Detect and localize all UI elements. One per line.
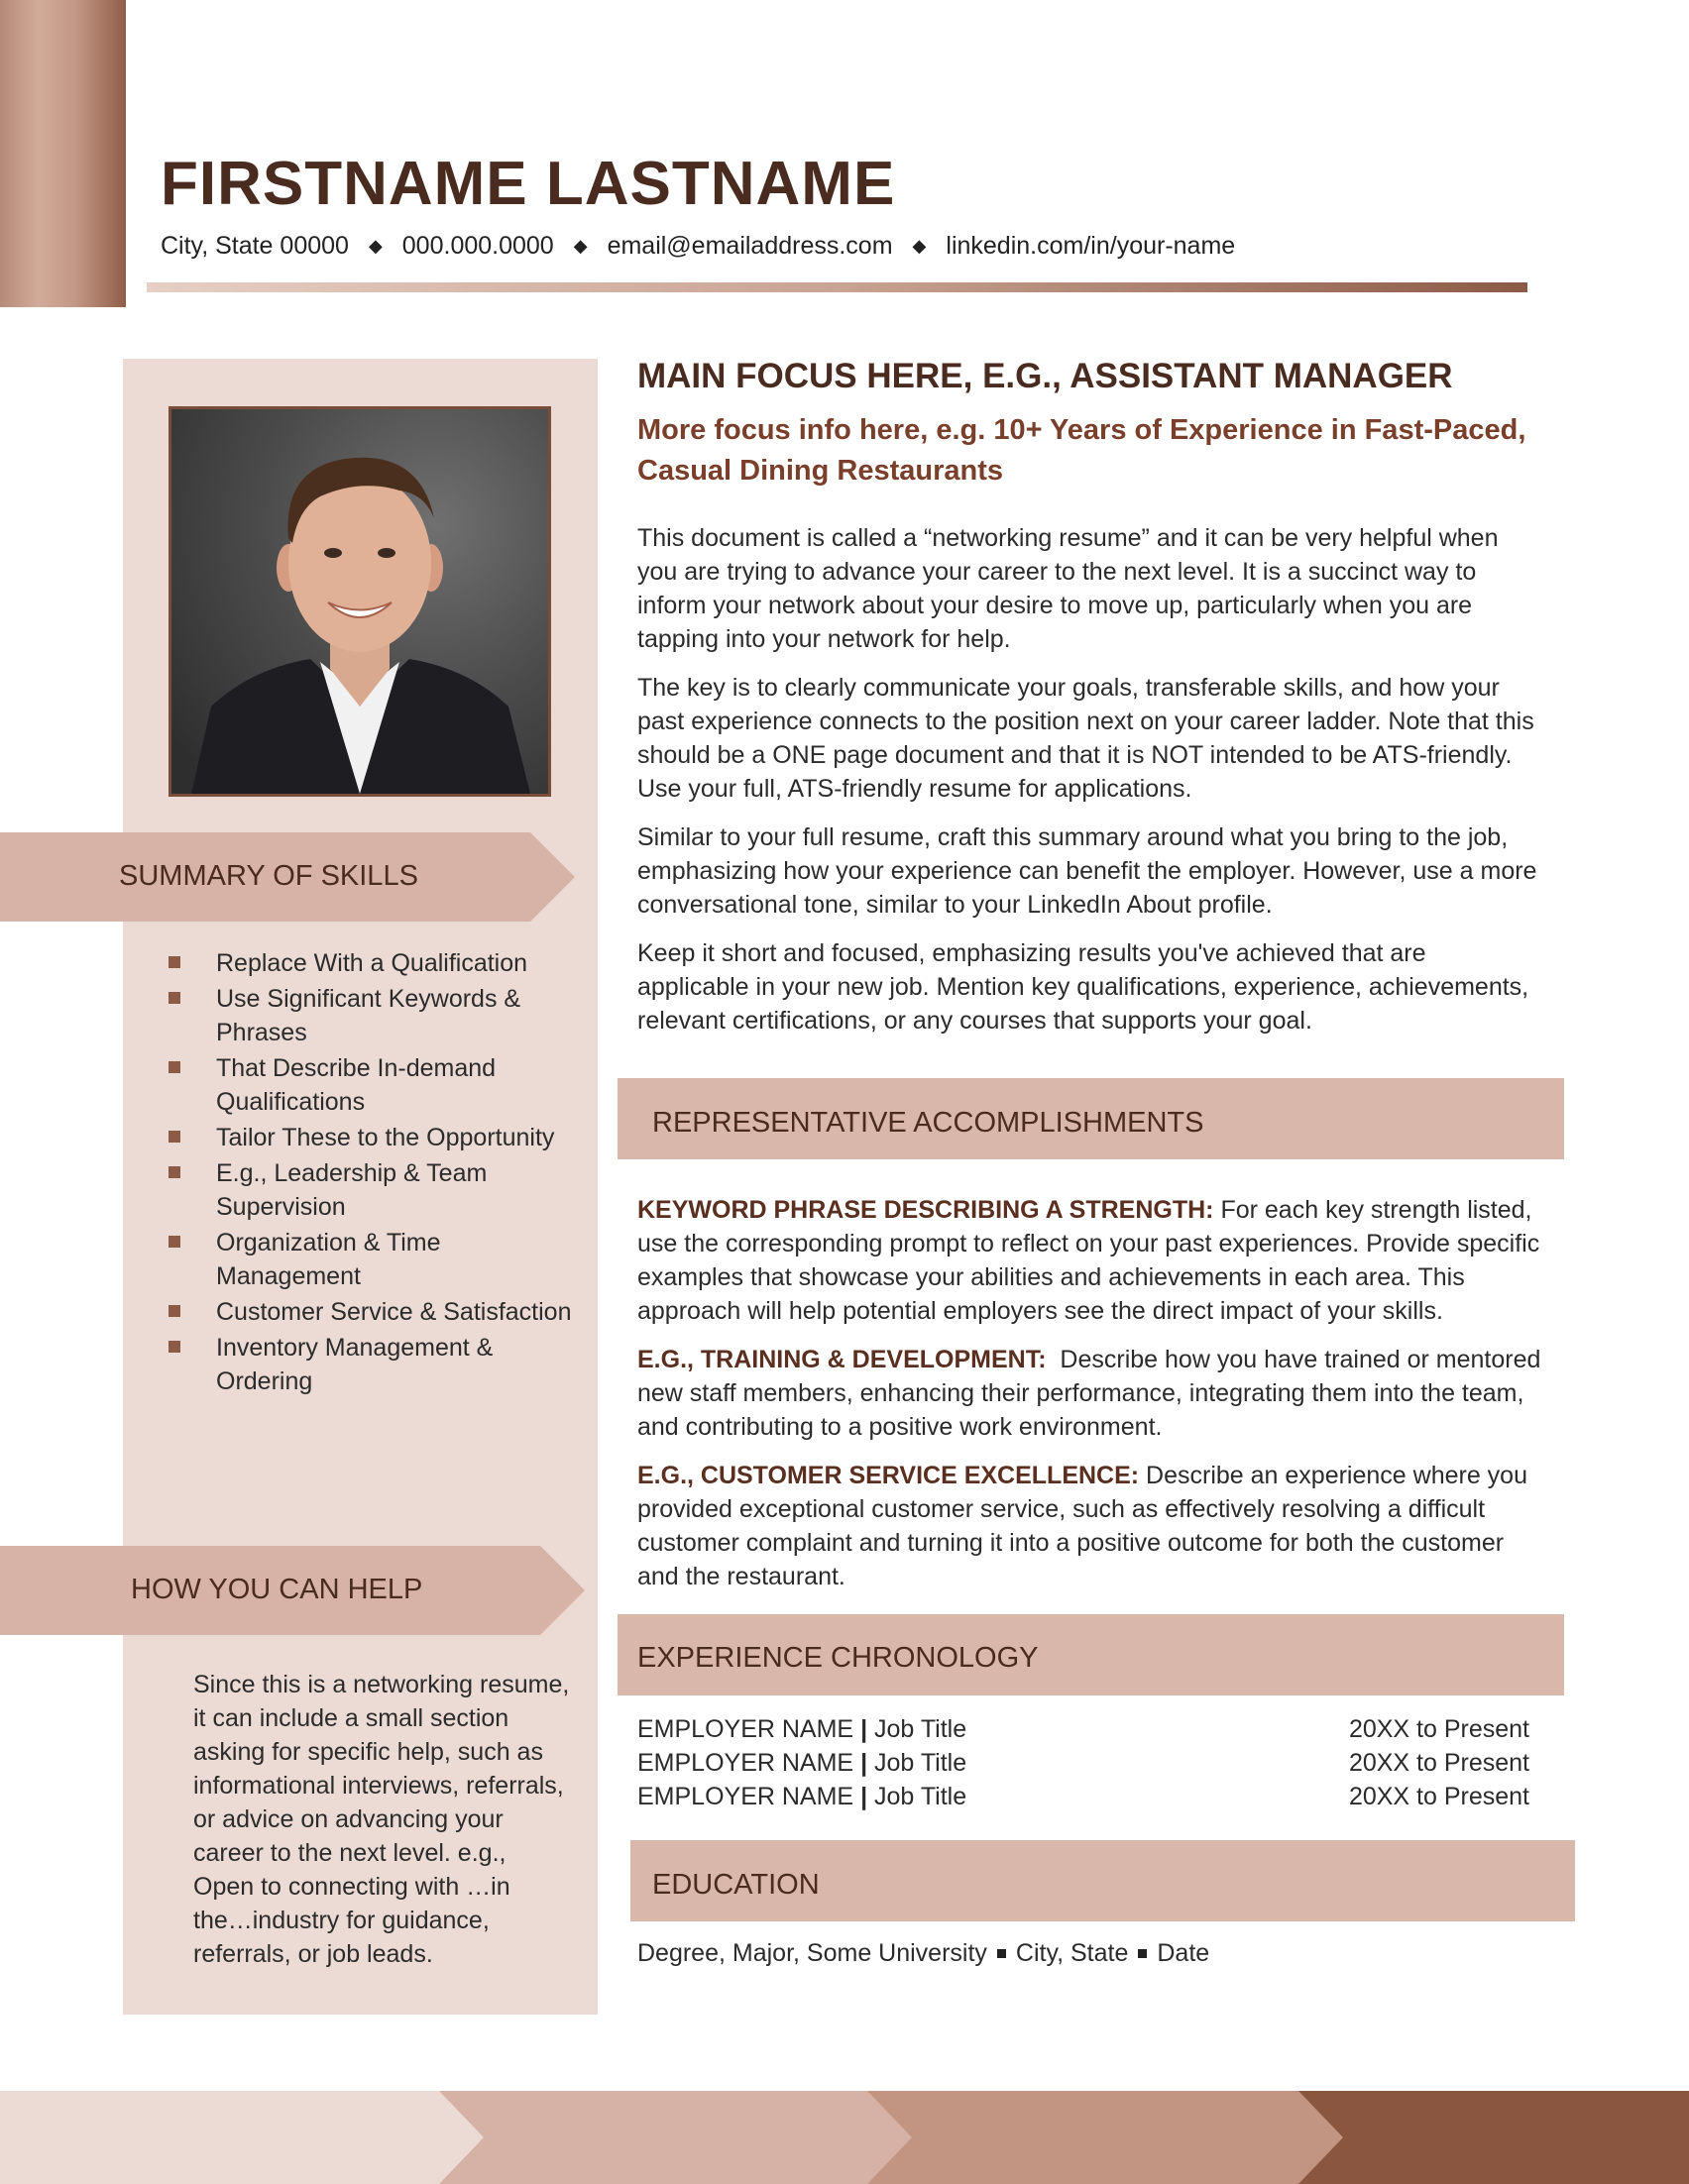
skills-title: SUMMARY OF SKILLS — [119, 860, 418, 892]
skill-text: Customer Service & Satisfaction — [216, 1298, 572, 1326]
accomplishment-item — [637, 1343, 1549, 1444]
square-bullet-icon — [1138, 1949, 1147, 1958]
skill-text: Replace With a Qualification — [216, 949, 528, 977]
contact-line — [161, 232, 1235, 261]
education-line — [637, 1939, 1209, 1968]
help-title: HOW YOU CAN HELP — [131, 1574, 423, 1605]
person-portrait-icon — [171, 409, 548, 794]
square-bullet-icon — [169, 1131, 180, 1143]
square-bullet-icon — [169, 1305, 180, 1317]
education-title: EDUCATION — [652, 1869, 820, 1901]
job-title: Job Title — [874, 1749, 967, 1777]
footer-chevron-1 — [0, 2091, 484, 2184]
diamond-separator-icon: ◆ — [573, 236, 588, 256]
table-row — [637, 1780, 1529, 1813]
education-location: City, State — [1015, 1939, 1129, 1967]
square-bullet-icon — [169, 1236, 180, 1248]
list-item — [169, 1295, 575, 1329]
square-bullet-icon — [169, 1341, 180, 1353]
accomplishment-keyword: KEYWORD PHRASE DESCRIBING A STRENGTH: — [637, 1196, 1214, 1224]
education-degree: Degree, Major, Some University — [637, 1939, 987, 1967]
accomplishment-text: Describe how you have trained or mentored new staff members, enhancing their performance, integrating them into the team, and contributing to a positive work environment. — [637, 1346, 1548, 1441]
summary-paragraph: Keep it short and focused, emphasizing results you've achieved that are applicable in your new job. Mention key qualifications, experience, achievements, relevant certifications, or any courses that supports your goal. — [637, 939, 1529, 1035]
employer-name: EMPLOYER NAME — [637, 1783, 854, 1810]
accomplishment-text: Describe an experience where you provided exceptional customer service, such as effectively resolving a difficult customer complaint and turning it into a positive outcome for both the customer and the restaurant. — [637, 1462, 1527, 1590]
contact-linkedin[interactable]: linkedin.com/in/your-name — [946, 232, 1236, 260]
accomplishment-keyword: E.G., CUSTOMER SERVICE EXCELLENCE: — [637, 1462, 1140, 1489]
list-item — [169, 1156, 575, 1224]
employer-name: EMPLOYER NAME — [637, 1749, 854, 1777]
accomplishment-item — [637, 1193, 1549, 1328]
employer-cell — [637, 1746, 966, 1780]
summary-paragraph: The key is to clearly communicate your goals, transferable skills, and how your past experience connects to the position next on your career ladder. Note that this should be a ONE page document and that it is NOT intended to be ATS-friendly. Use your full, ATS-friendly resume for applications. — [637, 674, 1534, 803]
skill-text: E.g., Leadership & Team Supervision — [216, 1159, 488, 1221]
header-accent-bar — [0, 0, 126, 307]
contact-phone: 000.000.0000 — [401, 232, 554, 260]
job-title: Job Title — [874, 1715, 967, 1743]
list-item — [169, 1331, 575, 1398]
list-item — [169, 1051, 575, 1119]
employer-cell — [637, 1780, 966, 1813]
contact-location: City, State 00000 — [161, 232, 349, 260]
job-dates: 20XX to Present — [1348, 1783, 1529, 1810]
help-text: Since this is a networking resume, it can include a small section asking for specific help, such as informational interviews, referrals, or advice on advancing your career to the next level. e.g., Open to connecting with …in the…industry for guidance, referrals, or job leads. — [193, 1671, 570, 1968]
job-title: Job Title — [874, 1783, 967, 1810]
pipe-separator: | — [860, 1749, 868, 1777]
summary-paragraphs — [637, 521, 1539, 1052]
summary-paragraph: Similar to your full resume, craft this summary around what you bring to the job, emphasizing how your experience can benefit the employer. However, use a more conversational tone, similar to your LinkedIn About profile. — [637, 823, 1537, 919]
candidate-name: FIRSTNAME LASTNAME — [161, 150, 896, 218]
diamond-separator-icon: ◆ — [912, 236, 927, 256]
accomplishment-item — [637, 1459, 1549, 1593]
square-bullet-icon — [169, 1061, 180, 1073]
job-dates: 20XX to Present — [1348, 1715, 1529, 1743]
square-bullet-icon — [169, 992, 180, 1004]
employer-cell — [637, 1712, 966, 1746]
accomplishment-text: For each key strength listed, use the corresponding prompt to reflect on your past experiences. Provide specific examples that showcase your abilities and achievements in each area. This approach will help potential employers see the direct impact of your skills. — [637, 1196, 1540, 1325]
experience-title: EXPERIENCE CHRONOLOGY — [637, 1642, 1039, 1674]
contact-email[interactable]: email@emailaddress.com — [607, 232, 893, 260]
education-date: Date — [1157, 1939, 1210, 1967]
square-bullet-icon — [997, 1949, 1006, 1958]
accomplishments-title: REPRESENTATIVE ACCOMPLISHMENTS — [652, 1107, 1204, 1139]
square-bullet-icon — [169, 956, 180, 968]
list-item — [169, 1226, 575, 1293]
profile-photo — [169, 406, 551, 797]
list-item — [169, 946, 575, 980]
list-item — [169, 982, 575, 1049]
main-focus-subtitle: More focus info here, e.g. 10+ Years of Experience in Fast-Paced, Casual Dining Restaurants — [637, 414, 1526, 487]
list-item — [169, 1121, 575, 1154]
summary-paragraph: This document is called a “networking resume” and it can be very helpful when you are trying to advance your career to the next level. It is a succinct way to inform your network about your desire to move up, particularly when you are tapping into your network for help. — [637, 524, 1499, 653]
table-row — [637, 1746, 1529, 1780]
job-dates: 20XX to Present — [1348, 1749, 1529, 1777]
skill-text: Inventory Management & Ordering — [216, 1334, 494, 1395]
accomplishments-list — [637, 1193, 1549, 1608]
skill-text: That Describe In-demand Qualifications — [216, 1054, 497, 1116]
pipe-separator: | — [860, 1783, 868, 1810]
table-row — [637, 1712, 1529, 1746]
main-focus-title: MAIN FOCUS HERE, E.G., ASSISTANT MANAGER — [637, 357, 1453, 395]
skills-list — [169, 946, 575, 1400]
skill-text: Tailor These to the Opportunity — [216, 1124, 555, 1151]
diamond-separator-icon: ◆ — [368, 236, 383, 256]
square-bullet-icon — [169, 1166, 180, 1178]
pipe-separator: | — [860, 1715, 868, 1743]
skill-text: Organization & Time Management — [216, 1229, 441, 1290]
employer-name: EMPLOYER NAME — [637, 1715, 854, 1743]
skill-text: Use Significant Keywords & Phrases — [216, 985, 521, 1046]
accomplishment-keyword: E.G., TRAINING & DEVELOPMENT: — [637, 1346, 1047, 1373]
header-divider — [147, 282, 1527, 292]
